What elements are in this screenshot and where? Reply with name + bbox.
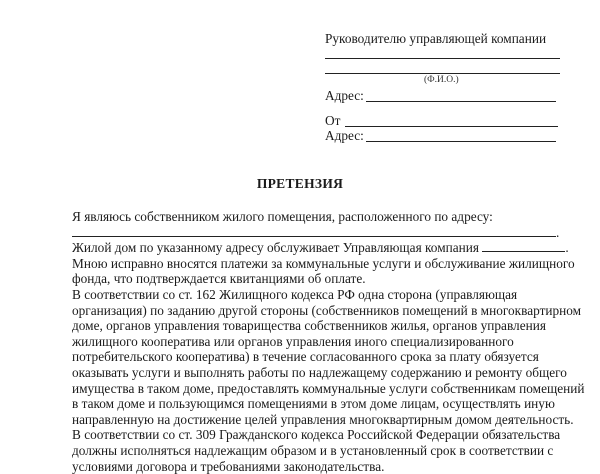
blank-period: . — [556, 225, 559, 240]
body-line: должны исполняться надлежащим образом и в установленный срок в соответствии с — [72, 443, 572, 459]
from-blank — [345, 126, 558, 127]
address-blank — [72, 225, 556, 237]
addressee-line: Руководителю управляющей компании — [325, 31, 546, 47]
body-line: условиями договора и требованиями законодательства. — [72, 459, 572, 474]
body-line: потребительского кооператива) в течение согласованного срока за плату обязуется — [72, 349, 572, 365]
company-blank — [482, 240, 565, 252]
body-line: доме, органов управления товарищества собственников жилья, органов управления — [72, 318, 572, 334]
company-period: . — [565, 240, 568, 255]
document-title: ПРЕТЕНЗИЯ — [0, 176, 600, 192]
address-blank-line — [72, 225, 572, 241]
addressee-blank-2 — [325, 73, 560, 74]
body-line: В соответствии со ст. 162 Жилищного кодекса РФ одна сторона (управляющая — [72, 287, 572, 303]
fio-caption: (Ф.И.О.) — [424, 75, 459, 85]
document-body — [72, 209, 572, 474]
address-label-1: Адрес: — [325, 88, 364, 104]
body-line: В соответствии со ст. 309 Гражданского кодекса Российской Федерации обязательства — [72, 427, 572, 443]
body-line: Мною исправно вносятся платежи за коммунальные услуги и обслуживание жилищного — [72, 256, 572, 272]
body-line: оказывать услуги и выполнять работы по надлежащему содержанию и ремонту общего — [72, 365, 572, 381]
body-line: Я являюсь собственником жилого помещения, расположенного по адресу: — [72, 209, 572, 225]
address-label-2: Адрес: — [325, 128, 364, 144]
addressee-blank-1 — [325, 58, 560, 59]
body-line: жилищного кооператива или органов управления иного специализированного — [72, 334, 572, 350]
from-label: От — [325, 113, 340, 129]
body-line: направленную на достижение целей управления многоквартирным домом деятельность. — [72, 412, 572, 428]
body-line: имущества в таком доме, предоставлять коммунальные услуги собственникам помещений — [72, 381, 572, 397]
company-text: Жилой дом по указанному адресу обслуживает Управляющая компания — [72, 240, 479, 255]
body-line: в таком доме и пользующимся помещениями в этом доме лицам, осуществлять иную — [72, 396, 572, 412]
body-line — [72, 240, 572, 256]
body-line: организация) по заданию другой стороны (собственников помещений в многоквартирном — [72, 303, 572, 319]
address-blank-2 — [366, 141, 556, 142]
body-line: фонда, что подтверждается квитанциями об оплате. — [72, 271, 572, 287]
address-blank-1 — [366, 101, 556, 102]
